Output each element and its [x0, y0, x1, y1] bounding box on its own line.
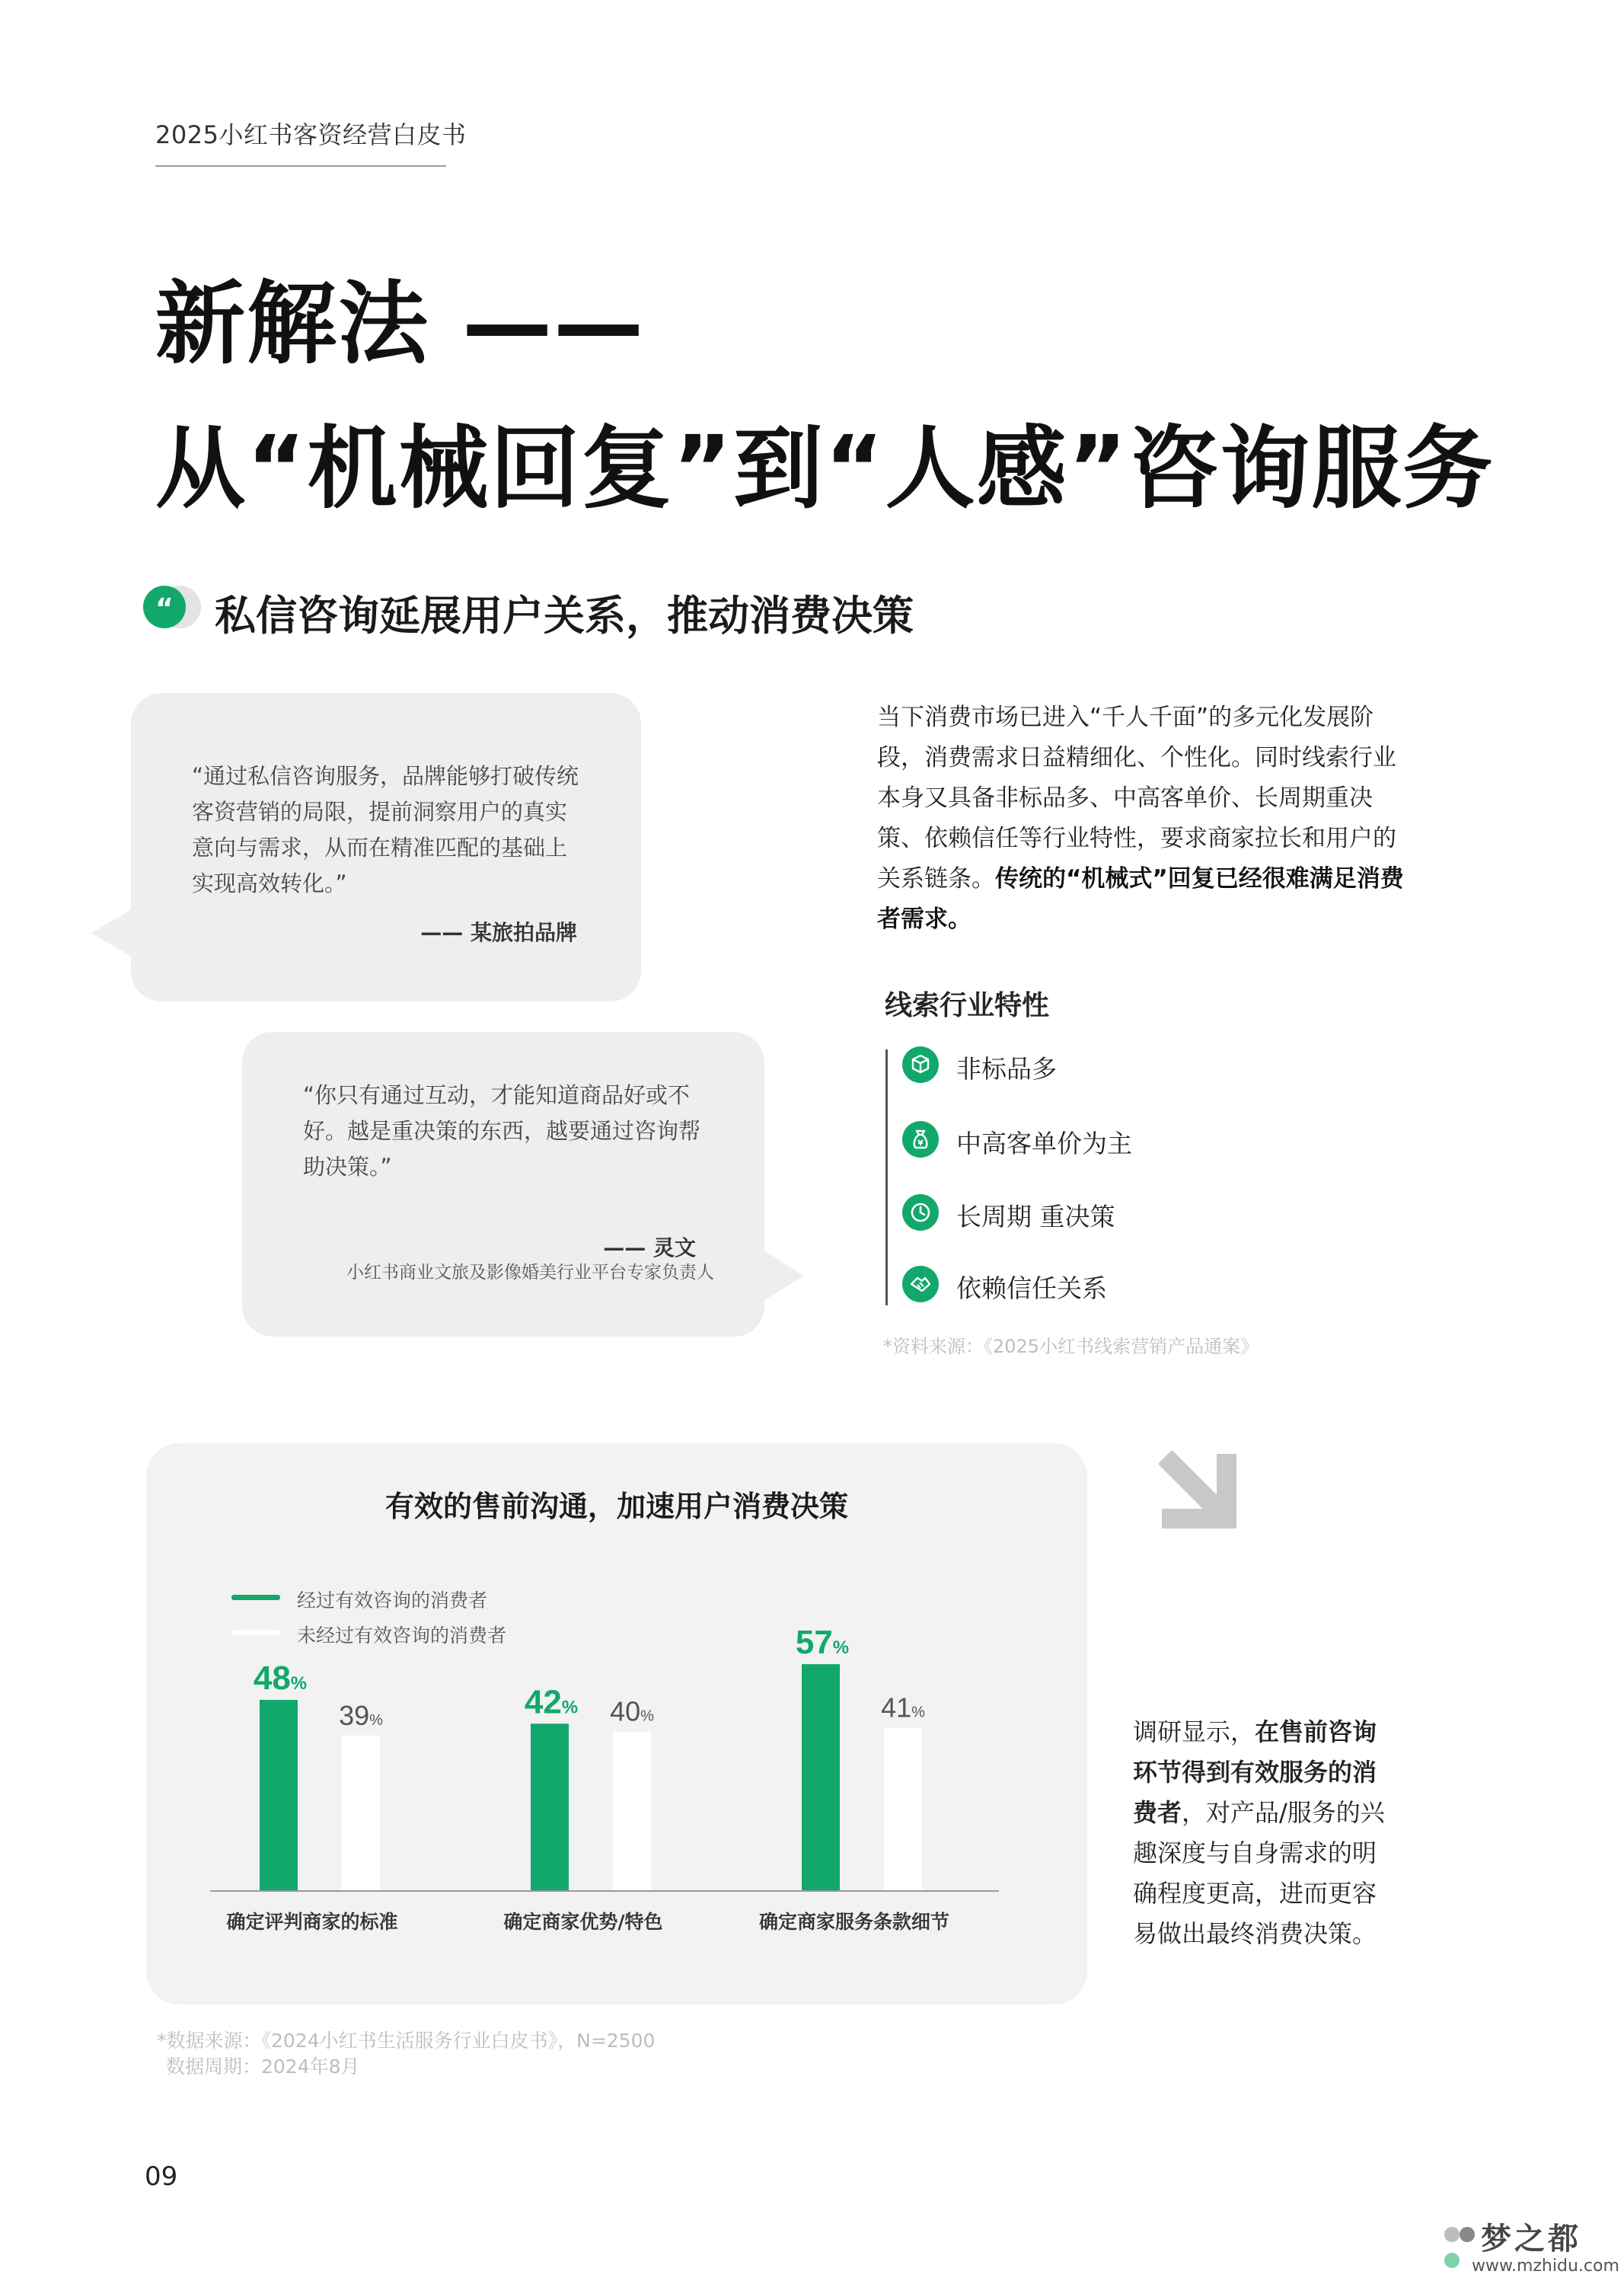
intro-paragraph — [877, 698, 1418, 940]
feature-label-1: 非标品多 — [956, 1054, 1057, 1084]
bar-consulted-3 — [802, 1664, 840, 1890]
bar-value-unit: % — [911, 1704, 925, 1721]
bar-value-label-not-consulted-2: 40% — [610, 1695, 654, 1727]
features-divider — [885, 1049, 888, 1305]
title-line-1: 新解法 —— — [155, 271, 646, 376]
chart-title: 有效的售前沟通，加速用户消费决策 — [384, 1490, 848, 1523]
quote-1-text: “通过私信咨询服务，品牌能够打破传统客资营销的局限，提前洞察用户的真实意向与需求，从而在精准匹配的基础上实现高效转化。” — [192, 763, 579, 896]
bar-consulted-2 — [531, 1723, 569, 1890]
title-line-2: 从“机械回复”到“人感”咨询服务 — [155, 416, 1495, 521]
quote-2-role: 小红书商业文旅及影像婚美行业平台专家负责人 — [346, 1263, 714, 1283]
cube-icon — [902, 1046, 939, 1083]
note-pre: 调研显示， — [1133, 1717, 1255, 1746]
bar-consulted-1 — [260, 1700, 298, 1890]
bar-not-consulted-3 — [884, 1727, 922, 1890]
feature-label-4: 依赖信任关系 — [956, 1273, 1107, 1303]
watermark-url: www.mzhidu.com — [1472, 2257, 1619, 2276]
bar-chart — [146, 1443, 1087, 2004]
note-bold: 在售前咨询环节得到有效服务的消费者 — [1133, 1717, 1377, 1827]
category-label-2: 确定商家优势/特色 — [503, 1911, 663, 1933]
data-source-line-1: *数据来源：《2024小红书生活服务行业白皮书》，N=2500 — [157, 2030, 656, 2052]
feature-label-2: 中高客单价为主 — [956, 1129, 1132, 1158]
bar-value-unit: % — [640, 1707, 654, 1725]
bar-value-unit: % — [369, 1711, 383, 1729]
arrow-down-right-icon — [1159, 1451, 1241, 1533]
bar-not-consulted-1 — [342, 1736, 380, 1890]
section-heading: 私信咨询延展用户关系，推动消费决策 — [215, 592, 914, 640]
intro-bold-text: 传统的“机械式”回复已经很难满足消费者需求。 — [877, 865, 1404, 933]
page-number: 09 — [145, 2161, 178, 2192]
category-label-3: 确定商家服务条款细节 — [758, 1911, 950, 1933]
bar-value-label-consulted-1: 48% — [253, 1659, 308, 1697]
bar-value-unit: % — [832, 1637, 850, 1659]
category-label-1: 确定评判商家的标准 — [226, 1911, 398, 1933]
quote-mark-icon — [140, 584, 204, 630]
svg-text:“: “ — [155, 593, 174, 625]
bar-value-label-consulted-2: 42% — [524, 1683, 579, 1721]
bubble-2-tail — [761, 1249, 804, 1302]
clock-icon — [902, 1194, 939, 1231]
bar-value-label-not-consulted-3: 41% — [881, 1691, 925, 1723]
legend-label-2: 未经过有效咨询的消费者 — [297, 1624, 507, 1647]
note-post: ，对产品/服务的兴趣深度与自身需求的明确程度更高，进而更容易做出最终消费决策。 — [1133, 1798, 1385, 1948]
bar-value-unit: % — [290, 1673, 308, 1694]
handshake-icon — [902, 1266, 939, 1302]
bar-value-label-not-consulted-1: 39% — [339, 1699, 383, 1731]
bar-not-consulted-2 — [613, 1732, 651, 1890]
data-source-line-2: 数据周期：2024年8月 — [166, 2056, 360, 2078]
data-source — [157, 2028, 655, 2080]
watermark-text: 梦之都 — [1481, 2222, 1581, 2257]
intro-text: 当下消费市场已进入“千人千面”的多元化发展阶段，消费需求日益精细化、个性化。同时线索行业本身又具备非标品多、中高客单价、长周期重决策、依赖信任等行业特性，要求商家拉长和用户的关系链条。 — [877, 704, 1396, 893]
features-title: 线索行业特性 — [885, 990, 1050, 1021]
bar-value-unit: % — [561, 1697, 579, 1718]
page-title — [155, 251, 1494, 541]
quote-2-author: —— 灵文 — [603, 1235, 696, 1260]
feature-label-3: 长周期 重决策 — [956, 1202, 1115, 1231]
quote-1-author: —— 某旅拍品牌 — [420, 920, 577, 945]
bubble-1-tail — [91, 906, 137, 960]
header-divider — [155, 165, 446, 167]
bar-value-label-consulted-3: 57% — [795, 1624, 850, 1662]
quote-2-text: “你只有通过互动，才能知道商品好或不好。越是重决策的东西，越要通过咨询帮助决策。” — [303, 1082, 701, 1180]
legend-label-1: 经过有效咨询的消费者 — [297, 1589, 488, 1612]
money-bag-icon — [902, 1121, 939, 1158]
document-header: 2025小红书客资经营白皮书 — [155, 120, 467, 149]
survey-note — [1133, 1712, 1389, 1954]
features-source: *资料来源：《2025小红书线索营销产品通案》 — [883, 1336, 1259, 1357]
